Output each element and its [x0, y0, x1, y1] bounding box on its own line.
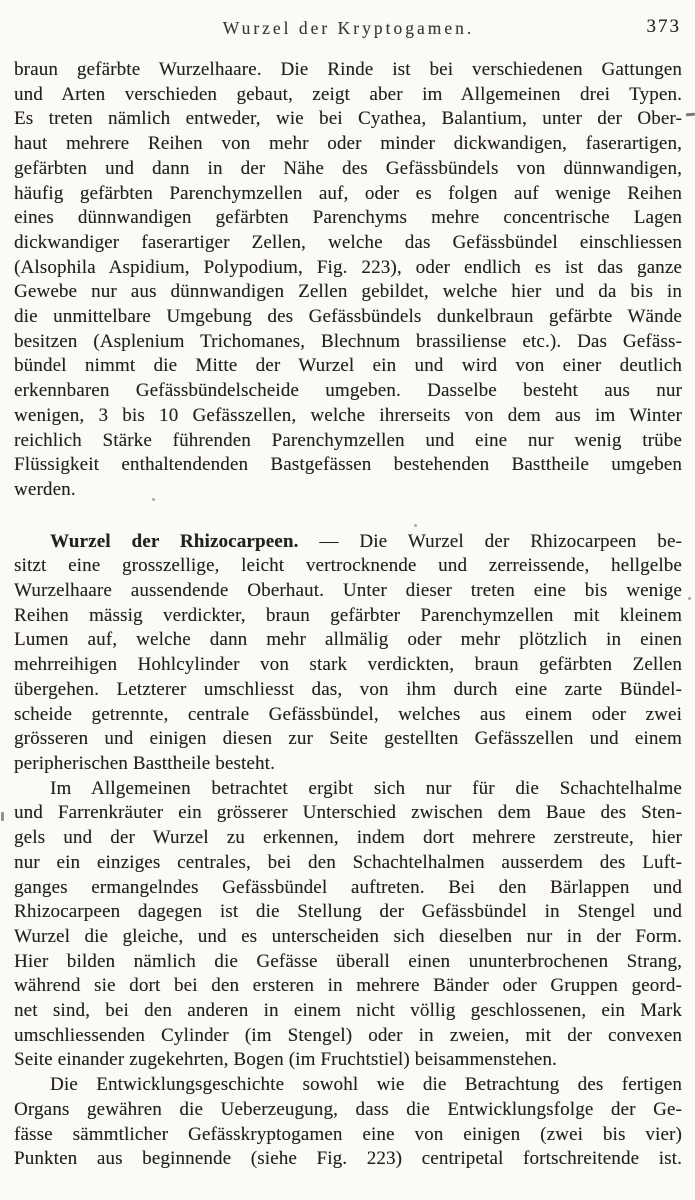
text-line: häufig gefärbten Parenchymzellen auf, oder es folgen auf wenige Reihen: [14, 182, 682, 204]
text-line: Die Entwicklungsgeschichte sowohl wie die Betrachtung des fertigen: [50, 1074, 682, 1096]
text-line: mehrreihigen Hohlcylinder von stark verdickten, braun gefärbten Zellen: [14, 654, 682, 676]
scan-artifact-speck: [688, 597, 691, 600]
running-header: [14, 16, 683, 44]
text-line: Punkten aus beginnende (siehe Fig. 223) centripetal fortschreitende ist.: [14, 1148, 682, 1170]
bold-lead-in: Wurzel der Rhizocarpeen.: [50, 530, 299, 552]
text-line: übergehen. Letzterer umschliesst das, von ihm durch eine zarte Bündel-: [14, 678, 682, 700]
paragraph: [14, 58, 682, 503]
scan-artifact-dash: [686, 113, 695, 117]
text-line: besitzen (Asplenium Trichomanes, Blechnum brassiliense etc.). Das Gefäss-: [14, 330, 682, 352]
text-line: bündel nimmt die Mitte der Wurzel ein und wird von einer deutlich: [14, 355, 682, 377]
paragraph: [14, 1073, 682, 1172]
paragraph: [14, 777, 682, 1073]
scan-artifact-tick: [1, 812, 4, 821]
text-line: haut mehrere Reihen von mehr oder minder dickwandigen, faserartigen,: [14, 133, 682, 155]
text-line: nur ein einziges centrales, bei den Schachtelhalmen ausserdem des Luft-: [14, 851, 682, 873]
text-line: Rhizocarpeen dagegen ist die Stellung der Gefässbündel in Stengel und: [14, 901, 682, 923]
text-line: net sind, bei den anderen in einem nicht völlig geschlossenen, ein Mark: [14, 1000, 682, 1022]
text-line: braun gefärbte Wurzelhaare. Die Rinde ist bei verschiedenen Gattungen: [14, 59, 682, 80]
text-line: Seite einander zugekehrten, Bogen (im Fruchtstiel) beisammenstehen.: [14, 1049, 557, 1071]
text-line: Flüssigkeit enthaltendenden Bastgefässen bestehenden Basttheile umgeben: [14, 454, 682, 476]
text-line: (Alsophila Aspidium, Polypodium, Fig. 223), oder endlich es ist das ganze: [14, 256, 682, 278]
text-line: Organs gewähren die Ueberzeugung, dass die Entwicklungsfolge der Ge-: [14, 1098, 682, 1120]
paragraph: [14, 530, 682, 777]
text-line: die unmittelbare Umgebung des Gefässbündels dunkelbraun gefärbte Wände: [14, 306, 682, 328]
text-line: Wurzel die gleiche, und es unterscheiden sich dieselben nur in der Form.: [14, 925, 682, 947]
text-line: eines dünnwandigen gefärbten Parenchyms mehre concentrische Lagen: [14, 207, 682, 229]
text-line: Wurzel der Rhizocarpeen. — Die Wurzel der Rhizocarpeen be-: [50, 530, 682, 552]
text-line: peripherischen Basttheile besteht.: [14, 752, 275, 774]
text-line: fässe sämmtlicher Gefässkryptogamen eine von einigen (zwei bis vier): [14, 1123, 682, 1145]
text-line: Im Allgemeinen betrachtet ergibt sich nur für die Schachtelhalme: [50, 777, 682, 799]
text-line: Reihen mässig verdickter, braun gefärbter Parenchymzellen mit kleinem: [14, 604, 682, 626]
text-line: Lumen auf, welche dann mehr allmälig oder mehr plötzlich in einen: [14, 629, 682, 651]
text-line: sitzt eine grosszellige, leicht vertrocknende und zerreissende, hellgelbe: [14, 555, 682, 577]
text-line: umschliessenden Cylinder (im Stengel) oder in zweien, mit der convexen: [14, 1024, 682, 1046]
text-line: werden.: [14, 478, 76, 500]
text-line: Hier bilden nämlich die Gefässe überall einen ununterbrochenen Strang,: [14, 950, 682, 972]
text-line: Wurzelhaare aussendende Oberhaut. Unter dieser treten eine bis wenige: [14, 580, 682, 602]
text-line: dickwandiger faserartiger Zellen, welche das Gefässbündel einschliessen: [14, 231, 682, 253]
text-line: und Farrenkräuter ein grösserer Unterschied zwischen dem Baue des Sten-: [14, 802, 682, 824]
text-line: gefärbten und dann in der Nähe des Gefässbündels von dünnwandigen,: [14, 157, 682, 179]
scan-artifact-speck: [152, 498, 155, 501]
text-line: reichlich Stärke führenden Parenchymzellen und eine nur wenig trübe: [14, 429, 682, 451]
text-line: ganges ermangelndes Gefässbündel auftreten. Bei den Bärlappen und: [14, 876, 682, 898]
text-line: während sie dort bei den ersteren in mehrere Bänder oder Gruppen geord-: [14, 975, 682, 997]
text-line: und Arten verschieden gebaut, zeigt aber im Allgemeinen drei Typen.: [14, 83, 682, 105]
scan-artifact-speck: [414, 524, 417, 527]
text-line: Es treten nämlich entweder, wie bei Cyathea, Balantium, unter der Ober-: [14, 108, 682, 130]
text-line: scheide getrennte, centrale Gefässbündel, welches aus einem oder zwei: [14, 703, 682, 725]
text-line: wenigen, 3 bis 10 Gefässzellen, welche ihrerseits von dem aus im Winter: [14, 404, 682, 426]
text-line: gels und der Wurzel zu erkennen, indem dort mehrere zerstreute, hier: [14, 827, 682, 849]
page-number: 373: [646, 16, 681, 37]
page-title: Wurzel der Kryptogamen.: [222, 18, 475, 38]
text-line: erkennbaren Gefässbündelscheide umgeben. Dasselbe besteht aus nur: [14, 380, 682, 402]
body-text: [14, 58, 682, 1172]
text-line: grösseren und einigen diesen zur Seite gestellten Gefässzellen und einem: [14, 728, 682, 750]
text-line: Gewebe nur aus dünnwandigen Zellen gebildet, welche hier und da bis in: [14, 281, 682, 303]
